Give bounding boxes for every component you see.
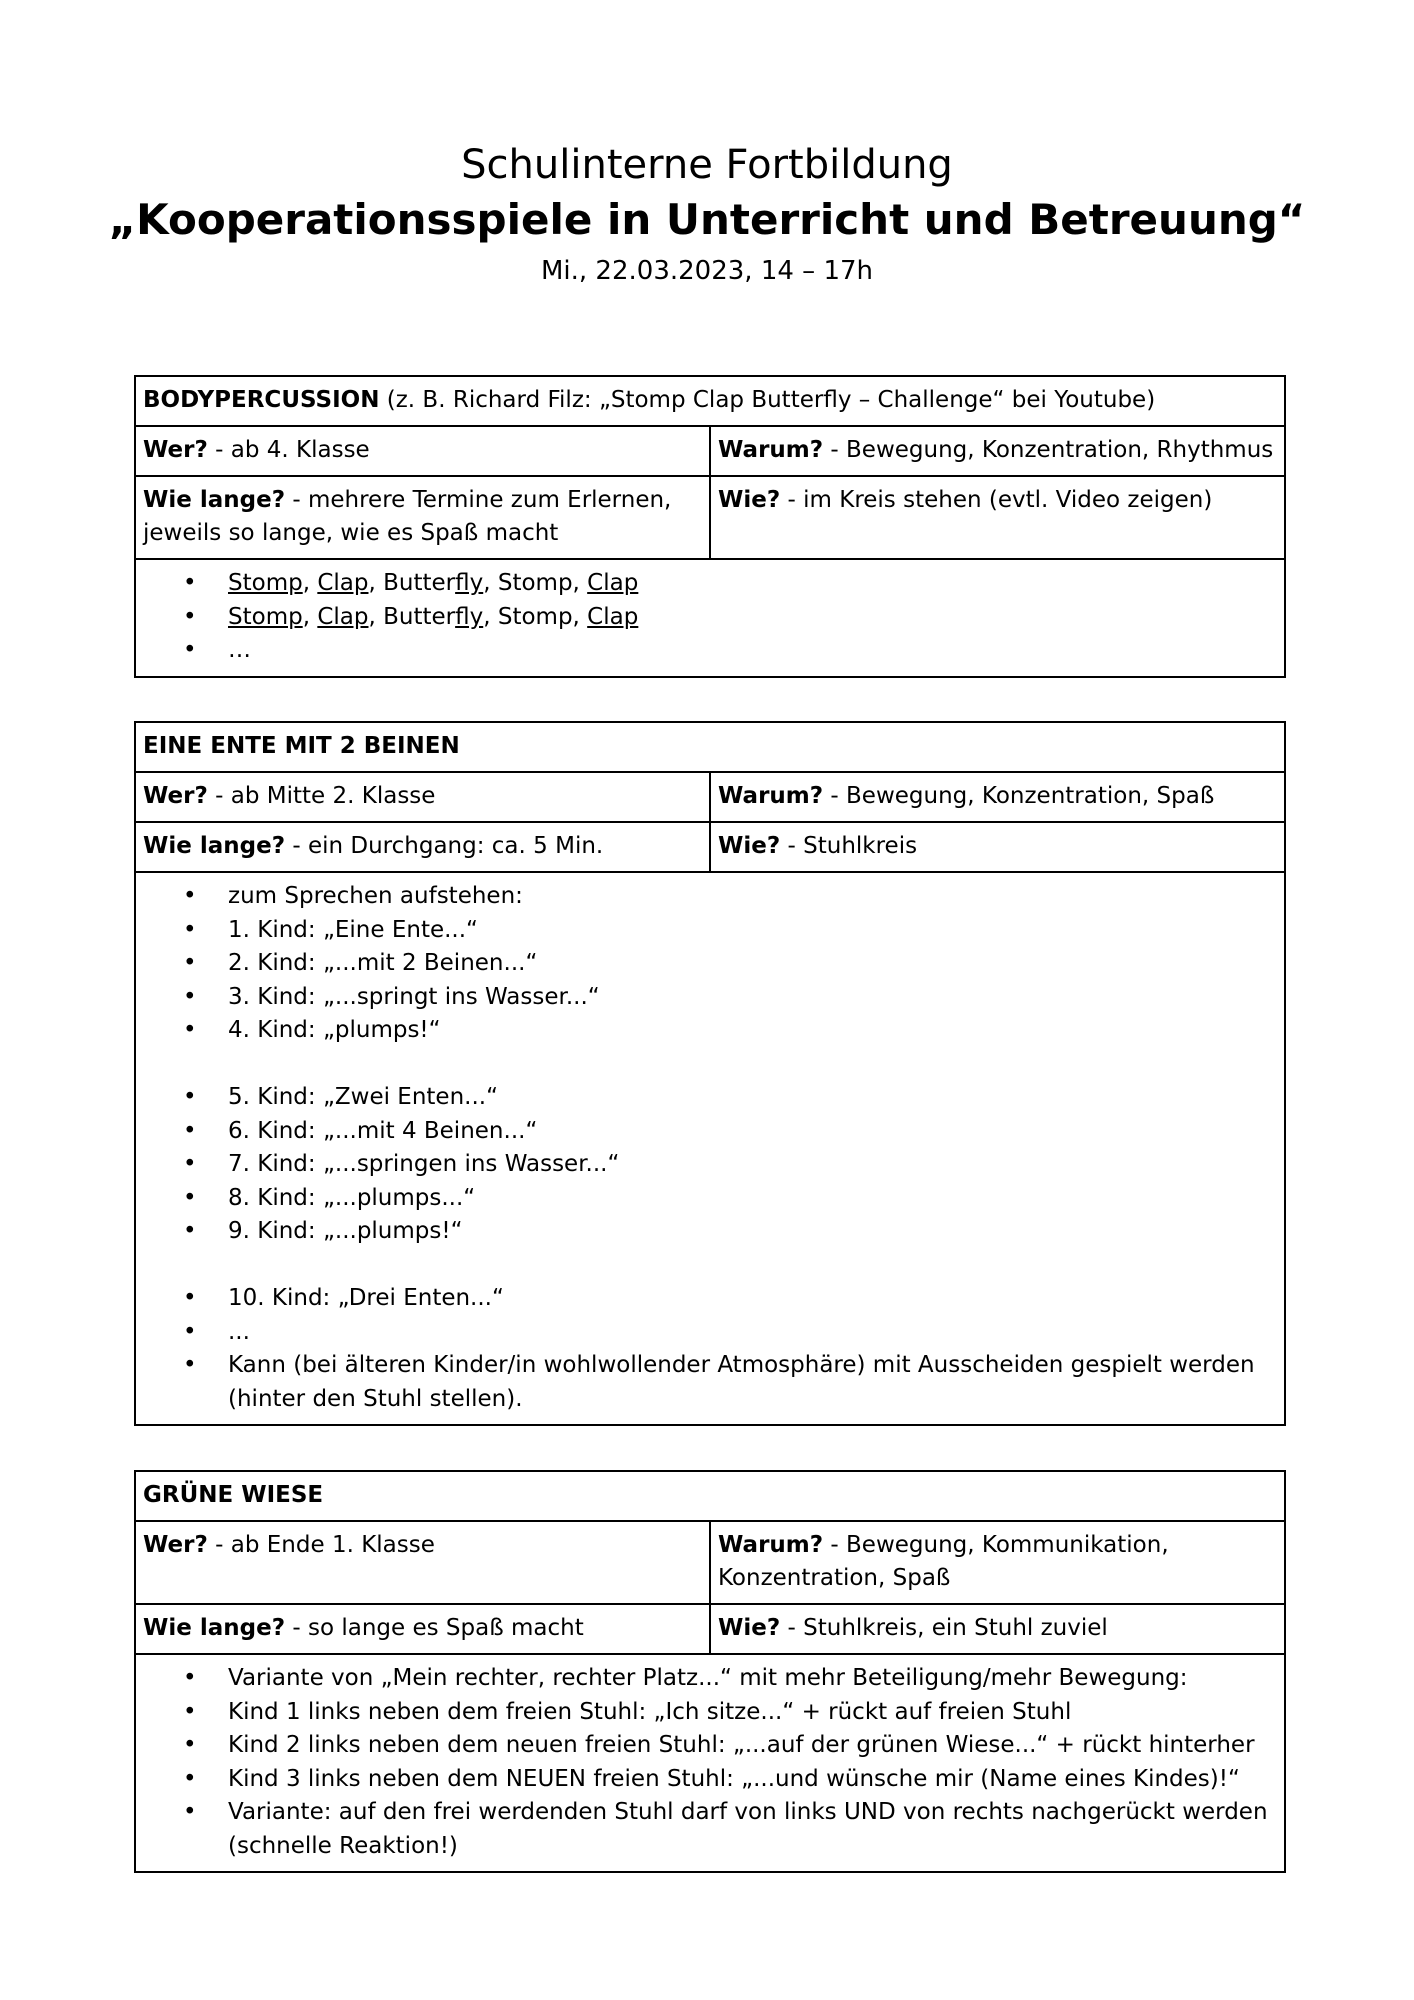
- instructions-cell: [135, 559, 1285, 677]
- wie-cell: [710, 476, 1285, 559]
- stomp-word: Stomp: [228, 570, 303, 596]
- list-item: • 10. Kind: „Drei Enten...“: [228, 1282, 1277, 1316]
- table-row: [135, 1521, 1285, 1604]
- game-title: GRÜNE WIESE: [143, 1482, 324, 1508]
- separator: ,: [368, 603, 384, 630]
- table-row: [135, 1471, 1285, 1521]
- list-item: • Kann (bei älteren Kinder/in wohlwollender Atmosphäre) mit Ausscheiden gespielt werden (hinter den Stuhl stellen).: [228, 1349, 1277, 1416]
- stomp-word: Stomp: [497, 603, 573, 630]
- wie-value: - im Kreis stehen (evtl. Video zeigen): [780, 487, 1213, 513]
- table-row: [135, 872, 1285, 1425]
- wer-label: Wer?: [143, 783, 208, 809]
- game-title: BODYPERCUSSION: [143, 387, 380, 413]
- separator: ,: [572, 570, 588, 596]
- header-date: Mi., 22.03.2023, 14 – 17h: [540, 256, 874, 286]
- butterfly-word-end: fly: [455, 603, 484, 630]
- list-item: • 2. Kind: „...mit 2 Beinen...“: [228, 947, 1277, 981]
- ellipsis: …: [228, 637, 251, 663]
- wer-label: Wer?: [143, 437, 208, 463]
- wie-value: - Stuhlkreis: [780, 833, 918, 859]
- game-title: EINE ENTE MIT 2 BEINEN: [143, 733, 460, 759]
- list-item: • Variante: auf den frei werdenden Stuhl darf von links UND von rechts nachgerückt werden (schnelle Reaktion!): [228, 1796, 1277, 1863]
- list-item: • 8. Kind: „...plumps...“: [228, 1182, 1277, 1216]
- separator: ,: [572, 603, 588, 630]
- stomp-word: Stomp: [228, 603, 303, 630]
- table-row: [135, 772, 1285, 822]
- wie-lange-cell: [135, 476, 710, 559]
- table-row: [135, 559, 1285, 677]
- warum-value: - Bewegung, Kommunikation, Konzentration, Spaß: [718, 1532, 1169, 1591]
- table-row: [135, 426, 1285, 476]
- wie-value: - Stuhlkreis, ein Stuhl zuviel: [780, 1615, 1108, 1641]
- list-item: • 4. Kind: „plumps!“: [228, 1014, 1277, 1048]
- instructions-cell: [135, 1654, 1285, 1872]
- wie-lange-cell: [135, 1604, 710, 1654]
- list-item: • 1. Kind: „Eine Ente...“: [228, 914, 1277, 948]
- wie-lange-label: Wie lange?: [143, 487, 286, 513]
- stomp-word: Stomp: [497, 570, 573, 596]
- warum-value: - Bewegung, Konzentration, Spaß: [823, 783, 1215, 809]
- warum-value: - Bewegung, Konzentration, Rhythmus: [823, 437, 1274, 463]
- separator: ,: [483, 570, 498, 596]
- warum-label: Warum?: [718, 783, 824, 809]
- table-row: [135, 476, 1285, 559]
- warum-label: Warum?: [718, 437, 824, 463]
- warum-label: Warum?: [718, 1532, 824, 1558]
- wie-lange-label: Wie lange?: [143, 1615, 286, 1641]
- warum-cell: [710, 1521, 1285, 1604]
- game-table-ente: [134, 721, 1286, 1426]
- wer-cell: [135, 426, 710, 476]
- butterfly-word-start: Butter: [383, 603, 456, 630]
- wie-label: Wie?: [718, 1615, 781, 1641]
- warum-cell: [710, 426, 1285, 476]
- separator: ,: [302, 603, 318, 630]
- table-row: [135, 722, 1285, 772]
- butterfly-word-start: Butter: [383, 570, 456, 596]
- instruction-list: [143, 1662, 1277, 1863]
- list-item: • Variante von „Mein rechter, rechter Platz...“ mit mehr Beteiligung/mehr Bewegung:: [228, 1662, 1277, 1696]
- list-item: • 7. Kind: „...springen ins Wasser...“: [228, 1148, 1277, 1182]
- list-item: • 9. Kind: „...plumps!“: [228, 1215, 1277, 1249]
- table-row: [135, 1604, 1285, 1654]
- separator: ,: [368, 570, 384, 596]
- list-item: • zum Sprechen aufstehen:: [228, 880, 1277, 914]
- wer-cell: [135, 772, 710, 822]
- butterfly-word-end: fly: [455, 570, 484, 596]
- table-row: [135, 1654, 1285, 1872]
- table-row: [135, 822, 1285, 872]
- list-item: • 6. Kind: „...mit 4 Beinen...“: [228, 1115, 1277, 1149]
- list-item: • Kind 3 links neben dem NEUEN freien Stuhl: „...und wünsche mir (Name eines Kindes)!“: [228, 1763, 1277, 1797]
- warum-cell: [710, 772, 1285, 822]
- wer-cell: [135, 1521, 710, 1604]
- wie-label: Wie?: [718, 833, 781, 859]
- game-title-cell: [135, 376, 1285, 426]
- clap-word: Clap: [587, 570, 639, 596]
- wie-lange-cell: [135, 822, 710, 872]
- document-header: [0, 140, 1414, 292]
- header-subtitle: „Kooperationsspiele in Unterricht und Betreuung“: [108, 195, 1306, 244]
- game-title-cell: [135, 1471, 1285, 1521]
- wie-label: Wie?: [718, 487, 781, 513]
- list-item: • 5. Kind: „Zwei Enten...“: [228, 1081, 1277, 1115]
- wie-cell: [710, 1604, 1285, 1654]
- game-table-gruene-wiese: [134, 1470, 1286, 1873]
- clap-word: Clap: [317, 603, 369, 630]
- wie-lange-value: - mehrere Termine zum Erlernen, jeweils so lange, wie es Spaß macht: [143, 487, 672, 546]
- game-title-cell: [135, 722, 1285, 772]
- wie-lange-value: - so lange es Spaß macht: [285, 1615, 584, 1641]
- wer-label: Wer?: [143, 1532, 208, 1558]
- table-row: [135, 376, 1285, 426]
- header-title: Schulinterne Fortbildung: [461, 142, 953, 188]
- game-table-bodypercussion: [134, 375, 1286, 678]
- list-item: [228, 634, 1277, 668]
- wer-value: - ab Mitte 2. Klasse: [207, 783, 436, 809]
- separator: ,: [483, 603, 498, 630]
- wer-value: - ab 4. Klasse: [207, 437, 370, 463]
- clap-word: Clap: [317, 570, 369, 596]
- instruction-list: [143, 567, 1277, 668]
- list-item: • 3. Kind: „...springt ins Wasser...“: [228, 981, 1277, 1015]
- list-item: • Kind 2 links neben dem neuen freien Stuhl: „...auf der grünen Wiese...“ + rückt hinterher: [228, 1729, 1277, 1763]
- list-item: [228, 567, 1277, 601]
- list-item: [228, 601, 1277, 635]
- wie-cell: [710, 822, 1285, 872]
- wie-lange-value: - ein Durchgang: ca. 5 Min.: [285, 833, 604, 859]
- separator: ,: [302, 570, 318, 596]
- wie-lange-label: Wie lange?: [143, 833, 286, 859]
- instructions-cell: [135, 872, 1285, 1425]
- list-item: • Kind 1 links neben dem freien Stuhl: „Ich sitze...“ + rückt auf freien Stuhl: [228, 1696, 1277, 1730]
- game-title-note: (z. B. Richard Filz: „Stomp Clap Butterfly – Challenge“ bei Youtube): [379, 387, 1156, 413]
- wer-value: - ab Ende 1. Klasse: [207, 1532, 435, 1558]
- clap-word: Clap: [587, 603, 639, 630]
- list-item: • ...: [228, 1316, 1277, 1350]
- instruction-list: [143, 880, 1277, 1416]
